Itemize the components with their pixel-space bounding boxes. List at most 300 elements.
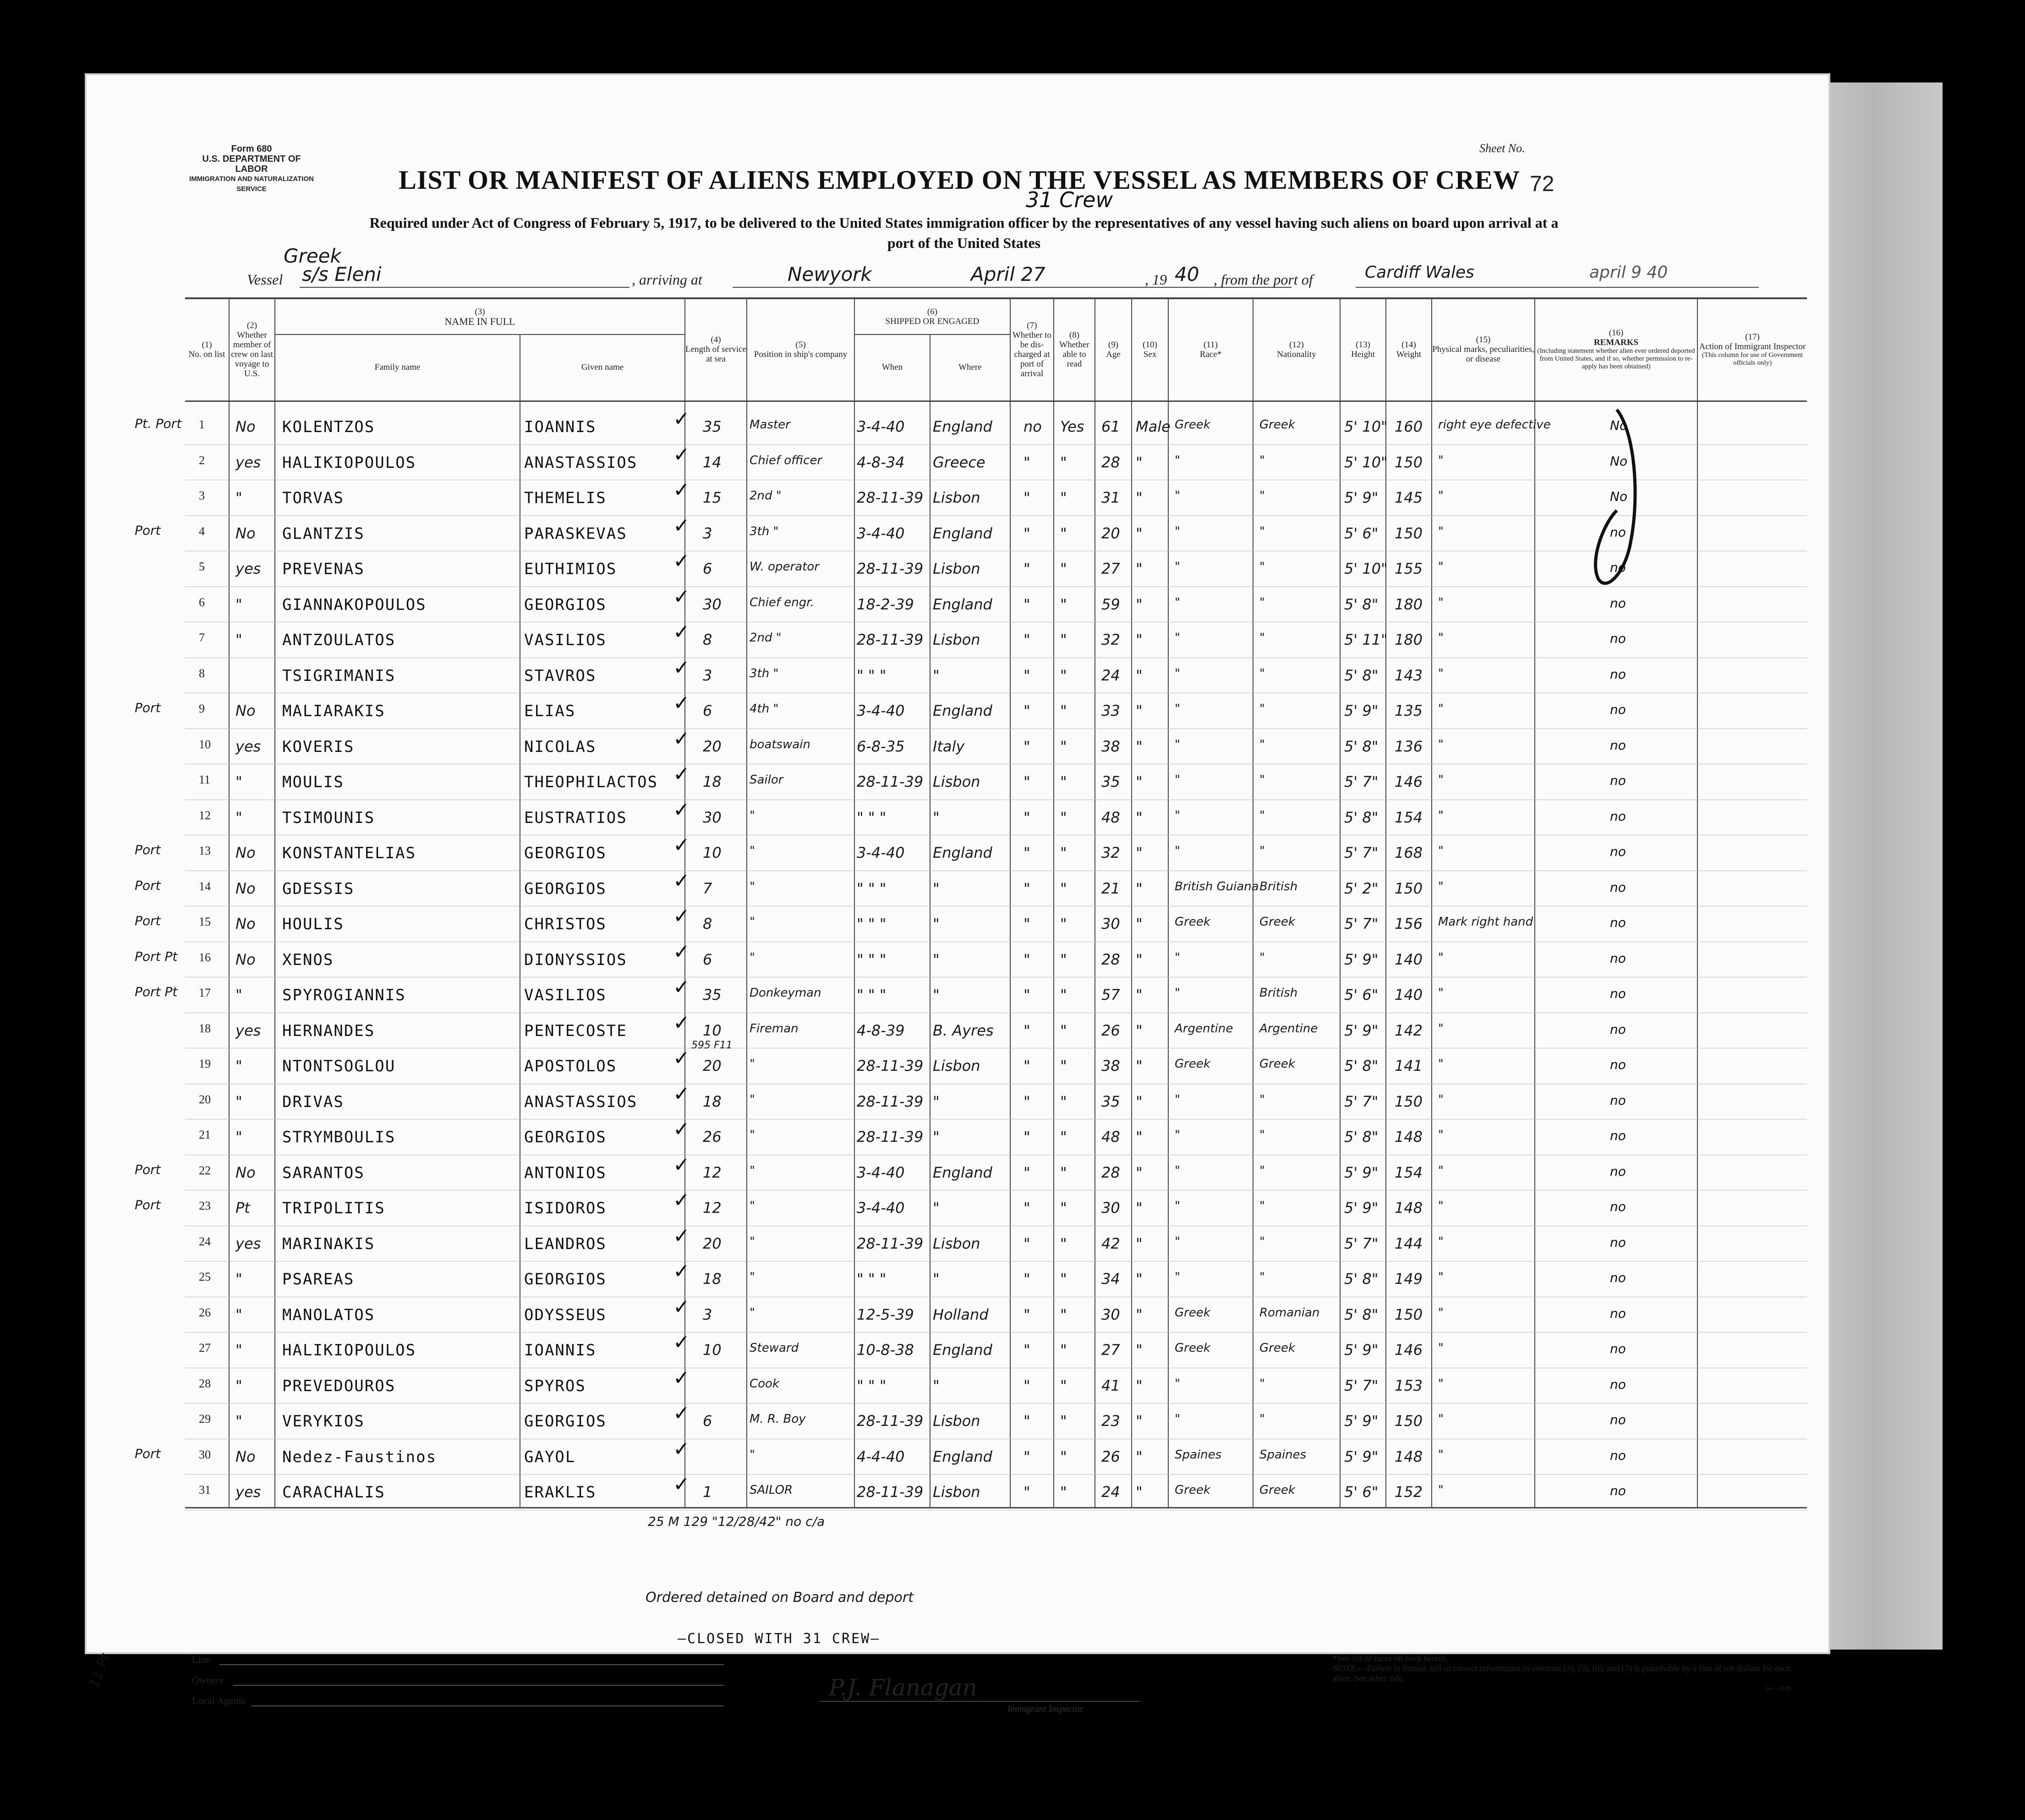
- age-cell: 28: [1101, 1163, 1120, 1181]
- check-mark-icon: ✓: [673, 869, 690, 893]
- read-cell: ": [1060, 631, 1067, 648]
- discharged-cell: no: [1023, 418, 1042, 435]
- weight-cell: 156: [1395, 915, 1423, 932]
- service-cell: 20: [703, 1057, 722, 1074]
- height-cell: 5' 9": [1344, 1199, 1379, 1217]
- row-rule: [185, 515, 1807, 516]
- age-cell: 59: [1101, 595, 1120, 613]
- marks-cell: ": [1438, 453, 1444, 467]
- given-name-cell: EUTHIMIOS: [524, 560, 617, 578]
- position-cell: ": [750, 1128, 755, 1142]
- crew-manifest-table: [135, 297, 1807, 1507]
- weight-cell: 180: [1395, 595, 1423, 613]
- department: U.S. DEPARTMENT OF LABOR: [202, 154, 301, 174]
- remarks-cell: no: [1610, 1447, 1626, 1463]
- where-cell: ": [933, 915, 940, 932]
- weight-cell: 148: [1395, 1128, 1423, 1146]
- table-row: [185, 445, 1807, 481]
- nationality-cell: ": [1259, 453, 1265, 467]
- col-num: (17): [1745, 332, 1760, 342]
- remarks-cell: no: [1610, 915, 1626, 930]
- where-cell: Lisbon: [933, 1412, 980, 1430]
- col-label: Sex: [1143, 349, 1157, 359]
- remarks-cell: no: [1610, 808, 1626, 824]
- col-header-name: [275, 300, 684, 333]
- nationality-cell: Greek: [1259, 915, 1295, 929]
- service-cell: 3: [703, 1305, 712, 1323]
- height-cell: 5' 11": [1344, 631, 1388, 648]
- given-name-cell: THEOPHILACTOS: [524, 773, 658, 791]
- margin-note: Port: [135, 913, 161, 928]
- subtitle-line-1: Required under Act of Congress of February 5, 1917, to be delivered to the United States immigration officer by the representatives of any vessel having such aliens on board upon arrival at a: [369, 214, 1559, 231]
- family-name-cell: XENOS: [282, 950, 334, 969]
- read-cell: ": [1060, 986, 1067, 1003]
- race-cell: ": [1175, 1234, 1180, 1249]
- check-mark-icon: ✓: [673, 1189, 690, 1212]
- weight-cell: 150: [1395, 1092, 1423, 1110]
- col-num: (5): [795, 340, 806, 350]
- where-cell: ": [933, 1128, 940, 1146]
- age-cell: 31: [1101, 489, 1120, 506]
- position-cell: ": [750, 879, 755, 894]
- owners-rule: [233, 1685, 723, 1686]
- check-mark-icon: ✓: [673, 727, 690, 751]
- check-mark-icon: ✓: [673, 1437, 690, 1461]
- weight-cell: 140: [1395, 950, 1423, 968]
- read-cell: ": [1060, 1092, 1067, 1110]
- when-cell: 3-4-40: [857, 524, 905, 542]
- owners-label: Owners: [192, 1674, 224, 1686]
- race-cell: ": [1175, 737, 1180, 751]
- sex-cell: Male: [1136, 418, 1171, 435]
- nationality-cell: ": [1259, 560, 1265, 574]
- last-voyage-cell: No: [235, 844, 256, 861]
- check-mark-icon: ✓: [673, 762, 690, 786]
- footnote-races: *See list of races on back hereof.: [1333, 1654, 1448, 1663]
- where-cell: ": [933, 666, 940, 684]
- position-cell: Master: [750, 418, 790, 432]
- age-cell: 27: [1101, 560, 1120, 577]
- year-prefix: , 19: [1145, 271, 1167, 288]
- weight-cell: 146: [1395, 773, 1423, 790]
- weight-cell: 168: [1395, 844, 1423, 861]
- discharged-cell: ": [1023, 702, 1030, 719]
- position-cell: ": [750, 844, 755, 858]
- col-num: (16): [1609, 328, 1624, 338]
- height-cell: 5' 7": [1344, 1234, 1379, 1252]
- check-mark-icon: ✓: [673, 514, 690, 537]
- age-cell: 26: [1101, 1447, 1120, 1465]
- where-cell: ": [933, 1092, 940, 1110]
- table-row: [185, 658, 1807, 694]
- family-name-cell: STRYMBOULIS: [282, 1128, 396, 1146]
- col-header-marks: [1432, 300, 1534, 399]
- read-cell: ": [1060, 1199, 1067, 1217]
- given-name-cell: GEORGIOS: [524, 1270, 607, 1288]
- margin-note: Pt. Port: [135, 416, 182, 431]
- table-row: [185, 1120, 1807, 1156]
- discharged-cell: ": [1023, 524, 1030, 542]
- when-cell: 28-11-39: [857, 1092, 924, 1110]
- when-cell: 4-8-39: [857, 1021, 905, 1039]
- age-cell: 38: [1101, 737, 1120, 755]
- arriving-label: , arriving at: [632, 271, 702, 288]
- last-voyage-cell: No: [235, 879, 256, 897]
- where-cell: England: [933, 1163, 992, 1181]
- nationality-cell: ": [1259, 595, 1265, 609]
- col-num: (4): [711, 335, 721, 345]
- weight-cell: 150: [1395, 524, 1423, 542]
- table-row: [185, 1475, 1807, 1511]
- when-cell: 4-8-34: [857, 453, 905, 471]
- last-voyage-cell: yes: [235, 453, 261, 471]
- last-voyage-cell: ": [235, 1376, 242, 1394]
- remarks-cell: no: [1610, 560, 1626, 575]
- height-cell: 5' 8": [1344, 1270, 1379, 1288]
- check-mark-icon: ✓: [673, 1011, 690, 1035]
- remarks-cell: no: [1610, 1163, 1626, 1179]
- family-name-cell: TRIPOLITIS: [282, 1199, 385, 1217]
- age-cell: 34: [1101, 1270, 1120, 1288]
- discharged-cell: ": [1023, 489, 1030, 506]
- position-cell: boatswain: [750, 737, 810, 751]
- weight-cell: 150: [1395, 1412, 1423, 1430]
- position-cell: Donkeyman: [750, 986, 821, 1000]
- marks-cell: ": [1438, 1412, 1444, 1426]
- margin-note: Port: [135, 1162, 161, 1177]
- nationality-cell: ": [1259, 1376, 1265, 1391]
- height-cell: 5' 8": [1344, 595, 1379, 613]
- col-header-position: [747, 300, 854, 399]
- family-name-cell: PREVENAS: [282, 560, 365, 578]
- arrival-date: April 27: [971, 263, 1045, 285]
- when-cell: 3-4-40: [857, 418, 905, 435]
- read-cell: ": [1060, 915, 1067, 932]
- row-number: 26: [199, 1305, 211, 1319]
- family-name-cell: MOULIS: [282, 773, 344, 791]
- check-mark-icon: ✓: [673, 1082, 690, 1106]
- when-cell: 28-11-39: [857, 1483, 924, 1501]
- col-label: Physical marks, peculiarities, or disease: [1432, 345, 1534, 364]
- col-num: (14): [1401, 340, 1416, 350]
- position-cell: ": [750, 1447, 755, 1462]
- when-cell: 28-11-39: [857, 1057, 924, 1074]
- row-number: 23: [199, 1199, 211, 1212]
- table-row: [135, 407, 1807, 445]
- given-name-cell: ERAKLIS: [524, 1483, 597, 1502]
- weight-cell: 136: [1395, 737, 1423, 755]
- footnote-penalty: NOTE.—Failure to furnish full or correct information in columns (3), (5), (6), and (7) is punishable by a fine of ten dollars for each alien. See other side.: [1333, 1664, 1791, 1683]
- row-number: 21: [199, 1128, 211, 1141]
- read-cell: ": [1060, 844, 1067, 861]
- discharged-cell: ": [1023, 1128, 1030, 1146]
- check-mark-icon: ✓: [673, 691, 690, 715]
- remarks-cell: no: [1610, 1234, 1626, 1250]
- where-cell: Lisbon: [933, 1483, 980, 1501]
- table-row: [135, 1437, 1807, 1475]
- remarks-cell: No: [1610, 489, 1628, 504]
- height-cell: 5' 6": [1344, 1483, 1379, 1501]
- check-mark-icon: ✓: [673, 1153, 690, 1177]
- read-cell: ": [1060, 1376, 1067, 1394]
- last-voyage-cell: No: [235, 950, 256, 968]
- weight-cell: 148: [1395, 1447, 1423, 1465]
- position-cell: ": [750, 1270, 755, 1284]
- last-voyage-cell: No: [235, 702, 256, 719]
- row-number: 2: [199, 453, 205, 467]
- agents-rule: [252, 1705, 723, 1706]
- weight-cell: 140: [1395, 986, 1423, 1003]
- nationality-cell: ": [1259, 631, 1265, 645]
- race-cell: Greek: [1175, 915, 1210, 929]
- read-cell: ": [1060, 1341, 1067, 1359]
- given-name-cell: SPYROS: [524, 1376, 586, 1395]
- sex-cell: ": [1136, 453, 1143, 471]
- from-port-label: , from the port of: [1214, 271, 1313, 288]
- family-name-cell: VERYKIOS: [282, 1412, 365, 1431]
- marks-cell: ": [1438, 1376, 1444, 1391]
- given-name-cell: PARASKEVAS: [524, 524, 627, 543]
- given-name-cell: THEMELIS: [524, 489, 607, 507]
- discharged-cell: ": [1023, 1234, 1030, 1252]
- given-name-cell: GEORGIOS: [524, 1412, 607, 1431]
- read-cell: ": [1060, 702, 1067, 719]
- col-label: No. on list: [188, 349, 225, 359]
- remarks-cell: no: [1610, 666, 1626, 682]
- vessel-underline: [300, 287, 629, 288]
- age-cell: 57: [1101, 986, 1120, 1003]
- family-name-cell: GDESSIS: [282, 879, 355, 898]
- remarks-cell: no: [1610, 1305, 1626, 1321]
- discharged-cell: ": [1023, 560, 1030, 577]
- col-num: (1): [202, 340, 212, 350]
- race-cell: Spaines: [1175, 1447, 1222, 1462]
- page-title: LIST OR MANIFEST OF ALIENS EMPLOYED ON THE VESSEL AS MEMBERS OF CREW: [399, 165, 1520, 195]
- height-cell: 5' 7": [1344, 1376, 1379, 1394]
- col-header-remarks: [1535, 300, 1697, 399]
- height-cell: 5' 9": [1344, 1412, 1379, 1430]
- page-subtitle: [197, 213, 1731, 253]
- row-number: 28: [199, 1376, 211, 1390]
- margin-note: Port: [135, 522, 161, 538]
- col-label: Race*: [1199, 349, 1222, 359]
- weight-cell: 152: [1395, 1483, 1423, 1501]
- race-cell: ": [1175, 808, 1180, 822]
- sex-cell: ": [1136, 844, 1143, 861]
- remarks-cell: no: [1610, 631, 1626, 646]
- last-voyage-cell: ": [235, 631, 242, 648]
- col-num: (13): [1356, 340, 1370, 350]
- marks-cell: ": [1438, 844, 1444, 858]
- race-cell: ": [1175, 950, 1180, 965]
- sex-cell: ": [1136, 524, 1143, 542]
- marks-cell: ": [1438, 808, 1444, 822]
- table-row: [185, 1333, 1807, 1369]
- given-name-cell: NICOLAS: [524, 737, 597, 756]
- read-cell: ": [1060, 879, 1067, 897]
- discharged-cell: ": [1023, 844, 1030, 861]
- col-header-race: [1169, 300, 1253, 399]
- col-num: (10): [1143, 340, 1157, 350]
- read-cell: ": [1060, 1163, 1067, 1181]
- height-cell: 5' 6": [1344, 524, 1379, 542]
- row-number: 19: [199, 1057, 211, 1070]
- check-mark-icon: ✓: [673, 976, 690, 999]
- sex-cell: ": [1136, 808, 1143, 826]
- sex-cell: ": [1136, 1412, 1143, 1430]
- family-name-cell: MANOLATOS: [282, 1305, 375, 1324]
- row-number: 3: [199, 489, 205, 502]
- col-header-inspector: [1698, 300, 1807, 399]
- nationality-cell: ": [1259, 1128, 1265, 1142]
- height-cell: 5' 8": [1344, 666, 1379, 684]
- sex-cell: ": [1136, 1021, 1143, 1039]
- age-cell: 48: [1101, 1128, 1120, 1146]
- form-code: 14—1240: [1765, 1685, 1791, 1692]
- col-label: NAME IN FULL: [444, 316, 515, 327]
- read-cell: ": [1060, 1234, 1067, 1252]
- when-cell: 28-11-39: [857, 1234, 924, 1252]
- where-cell: ": [933, 950, 940, 968]
- height-cell: 5' 9": [1344, 1021, 1379, 1039]
- col-header-last-voyage: [230, 300, 274, 399]
- row-number: 13: [199, 844, 211, 857]
- when-cell: 28-11-39: [857, 560, 924, 577]
- weight-cell: 143: [1395, 666, 1423, 684]
- discharged-cell: ": [1023, 1483, 1030, 1501]
- position-cell: M. R. Boy: [750, 1412, 806, 1426]
- marks-cell: ": [1438, 1021, 1444, 1036]
- position-cell: ": [750, 1305, 755, 1320]
- position-cell: Chief engr.: [750, 595, 814, 609]
- where-cell: Lisbon: [933, 773, 980, 790]
- when-cell: 3-4-40: [857, 844, 905, 861]
- age-cell: 23: [1101, 1412, 1120, 1430]
- given-name-cell: ANASTASSIOS: [524, 1092, 638, 1111]
- sex-cell: ": [1136, 1199, 1143, 1217]
- service-cell: 18: [703, 773, 722, 790]
- service-cell: 10: [703, 844, 722, 861]
- check-mark-icon: ✓: [673, 478, 690, 502]
- when-cell: 3-4-40: [857, 1199, 905, 1217]
- row-number: 6: [199, 595, 205, 609]
- row-number: 20: [199, 1092, 211, 1106]
- arriving-underline: [733, 287, 1292, 288]
- read-cell: ": [1060, 773, 1067, 790]
- family-name-cell: Nedez-Faustinos: [282, 1447, 437, 1466]
- nationality-cell: ": [1259, 702, 1265, 716]
- col-num: (6): [927, 307, 938, 317]
- age-cell: 30: [1101, 915, 1120, 932]
- where-cell: ": [933, 808, 940, 826]
- service-cell: 6: [703, 560, 712, 577]
- col-label: Position in ship's company: [754, 349, 848, 359]
- table-row: [185, 1224, 1807, 1262]
- last-voyage-cell: No: [235, 524, 256, 542]
- discharged-cell: ": [1023, 1305, 1030, 1323]
- last-voyage-cell: yes: [235, 1021, 261, 1039]
- read-cell: ": [1060, 595, 1067, 613]
- given-name-cell: GEORGIOS: [524, 844, 607, 862]
- service-cell: 3: [703, 666, 712, 684]
- discharged-cell: ": [1023, 453, 1030, 471]
- given-name-cell: ANASTASSIOS: [524, 453, 638, 472]
- read-cell: ": [1060, 1270, 1067, 1288]
- service-cell: 26: [703, 1128, 722, 1146]
- family-name-cell: SPYROGIANNIS: [282, 986, 406, 1004]
- where-cell: Lisbon: [933, 631, 980, 648]
- race-cell: ": [1175, 1199, 1180, 1213]
- discharged-cell: ": [1023, 631, 1030, 648]
- where-cell: England: [933, 418, 992, 435]
- remarks-cell: no: [1610, 773, 1626, 788]
- table-row: [185, 729, 1807, 765]
- col-header-weight: [1386, 300, 1431, 399]
- given-name-cell: EUSTRATIOS: [524, 808, 627, 827]
- marks-cell: ": [1438, 879, 1444, 894]
- where-cell: ": [933, 1199, 940, 1217]
- age-cell: 48: [1101, 808, 1120, 826]
- margin-note: Port: [135, 877, 161, 893]
- discharged-cell: ": [1023, 808, 1030, 826]
- race-cell: Greek: [1175, 418, 1210, 432]
- where-cell: England: [933, 702, 992, 719]
- weight-cell: 150: [1395, 453, 1423, 471]
- when-cell: " " ": [857, 879, 887, 897]
- when-cell: 6-8-35: [857, 737, 905, 755]
- nationality-cell: ": [1259, 489, 1265, 503]
- remarks-cell: no: [1610, 950, 1626, 966]
- table-row: [135, 1189, 1807, 1227]
- read-cell: ": [1060, 560, 1067, 577]
- last-voyage-cell: No: [235, 418, 256, 435]
- where-cell: England: [933, 595, 992, 613]
- vessel-nationality: Greek: [284, 245, 341, 267]
- race-cell: ": [1175, 1128, 1180, 1142]
- row-number: 22: [199, 1163, 211, 1177]
- age-cell: 41: [1101, 1376, 1120, 1394]
- remarks-cell: no: [1610, 879, 1626, 895]
- weight-cell: 142: [1395, 1021, 1423, 1039]
- discharged-cell: ": [1023, 773, 1030, 790]
- weight-cell: 154: [1395, 1163, 1423, 1181]
- row-number: 18: [199, 1021, 211, 1035]
- remarks-cell: no: [1610, 1483, 1626, 1498]
- position-cell: 3th ": [750, 524, 779, 538]
- last-voyage-cell: No: [235, 1163, 256, 1181]
- where-cell: Lisbon: [933, 489, 980, 506]
- service-cell: 7: [703, 879, 712, 897]
- marks-cell: ": [1438, 1128, 1444, 1142]
- family-name-cell: HALIKIOPOULOS: [282, 1341, 416, 1360]
- discharged-cell: ": [1023, 1447, 1030, 1465]
- nationality-cell: Argentine: [1259, 1021, 1318, 1036]
- discharged-cell: ": [1023, 595, 1030, 613]
- col-header-height: [1341, 300, 1385, 399]
- col-header-discharged: [1011, 300, 1053, 399]
- service-cell: 15: [703, 489, 722, 506]
- departure-date: april 9 40: [1589, 263, 1668, 282]
- height-cell: 5' 6": [1344, 986, 1379, 1003]
- race-cell: ": [1175, 986, 1180, 1000]
- nationality-cell: British: [1259, 986, 1298, 1000]
- nationality-cell: ": [1259, 1270, 1265, 1284]
- table-row: [135, 1153, 1807, 1191]
- marks-cell: Mark right hand: [1438, 915, 1533, 929]
- family-name-cell: NTONTSOGLOU: [282, 1057, 396, 1075]
- col-num: (12): [1289, 340, 1304, 350]
- header-bottom-border: [185, 400, 1807, 402]
